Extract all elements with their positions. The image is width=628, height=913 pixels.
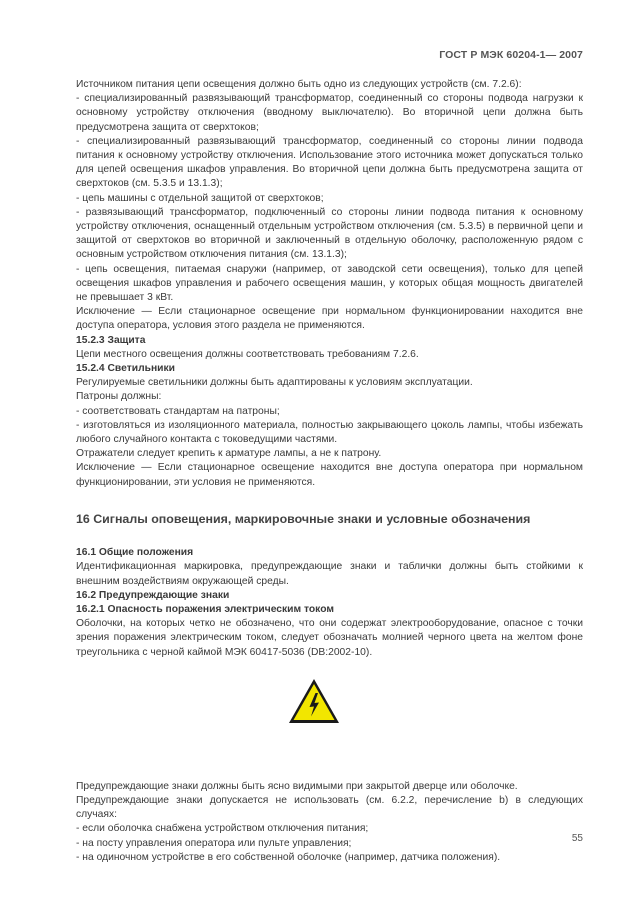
- paragraph: - развязывающий трансформатор, подключенный со стороны линии подвода питания к основному устройству отключения, оснащенный отдельным устройством отключения (см. 5.3.5) в первичной цепи и защитой от сверхтоков во вторичной и заключенный в отдельную оболочку, расположенную рядом с основным устройством отключения питания (см. 13.1.3);: [76, 206, 583, 261]
- paragraph: Источником питания цепи освещения должно быть одно из следующих устройств (см. 7.2.6):: [76, 79, 522, 90]
- subsection-heading: 15.2.3 Защита: [76, 334, 146, 346]
- paragraph: Исключение — Если стационарное освещение находится вне доступа оператора при нормальном функционировании, эти условия не применяются.: [76, 462, 583, 488]
- figure-area: [76, 660, 583, 780]
- paragraph: Регулируемые светильники должны быть адаптированы к условиям эксплуатации.: [76, 377, 473, 389]
- subsection-heading: 16.2.1 Опасность поражения электрическим током: [76, 603, 334, 615]
- paragraph: - цепь машины с отдельной защитой от сверхтоков;: [76, 192, 324, 204]
- paragraph: - если оболочка снабжена устройством отключения питания;: [76, 823, 369, 835]
- subsection-heading: 16.1 Общие положения: [76, 547, 194, 559]
- text-section-lighting: [76, 78, 583, 490]
- paragraph: - на посту управления оператора или пульте управления;: [76, 837, 352, 849]
- paragraph: - на одиночном устройстве в его собственной оболочке (например, датчика положения).: [76, 851, 501, 863]
- paragraph: - специализированный развязывающий трансформатор, соединенный со стороны подвода нагрузки к основному устройству отключения (вводному выключателю). Во вторичной цепи должна быть предусмотрена защита от сверхтоков;: [76, 93, 583, 133]
- page-content: [76, 78, 583, 865]
- paragraph: - цепь освещения, питаемая снаружи (например, от заводской сети освещения), только для цепей освещения шкафов управления и рабочего освещения машин, у которых общая мощность двигателей не превышает 3 кВт.: [76, 263, 583, 304]
- high-voltage-warning-icon: [288, 678, 340, 724]
- paragraph: Отражатели следует крепить к арматуре лампы, а не к патрону.: [76, 448, 382, 460]
- paragraph: Предупреждающие знаки должны быть ясно видимыми при закрытой дверце или оболочке.: [76, 780, 518, 792]
- paragraph: Патроны должны:: [76, 391, 162, 403]
- paragraph: Цепи местного освещения должны соответствовать требованиям 7.2.6.: [76, 348, 419, 360]
- subsection-heading: 15.2.4 Светильники: [76, 363, 175, 375]
- paragraph: - изготовляться из изоляционного материала, полностью закрывающего цоколь лампы, чтобы избежать любого случайного контакта с токоведущими частями.: [76, 419, 583, 446]
- paragraph: Оболочки, на которых четко не обозначено, что они содержат электрооборудование, опасное с точки зрения поражения электрическим током, следует обозначать молнией черного цвета на желтом фоне треугольника с черной каймой МЭК 60417-5036 (DB:2002-10).: [76, 618, 583, 658]
- section-heading: 16 Сигналы оповещения, маркировочные знаки и условные обозначения: [76, 511, 531, 526]
- paragraph: Идентификационная маркировка, предупреждающие знаки и таблички должны быть стойкими к внешним воздействиям окружающей среды.: [76, 561, 583, 587]
- text-section-warnings: [76, 546, 583, 660]
- text-section-sign-visibility: [76, 780, 583, 865]
- running-header: ГОСТ Р МЭК 60204-1— 2007: [439, 49, 583, 61]
- paragraph: Предупреждающие знаки допускается не использовать (см. 6.2.2, перечисление b) в следующих случаях:: [76, 794, 583, 821]
- page-number: 55: [571, 833, 583, 844]
- paragraph: - специализированный развязывающий трансформатор, соединенный со стороны линии подвода питания к основному устройству отключения. Использование этого источника может допускаться только для цепей освещения шкафов управления. Во вторичной цепи должна быть предусмотрена защита от сверхтоков (см. 5.3.5 и 13.1.3);: [76, 135, 583, 190]
- subsection-heading: 16.2 Предупреждающие знаки: [76, 589, 230, 601]
- paragraph: Исключение — Если стационарное освещение при нормальном функционировании находится вне доступа оператора, условия этого раздела не применяются.: [76, 306, 583, 332]
- paragraph: - соответствовать стандартам на патроны;: [76, 405, 280, 417]
